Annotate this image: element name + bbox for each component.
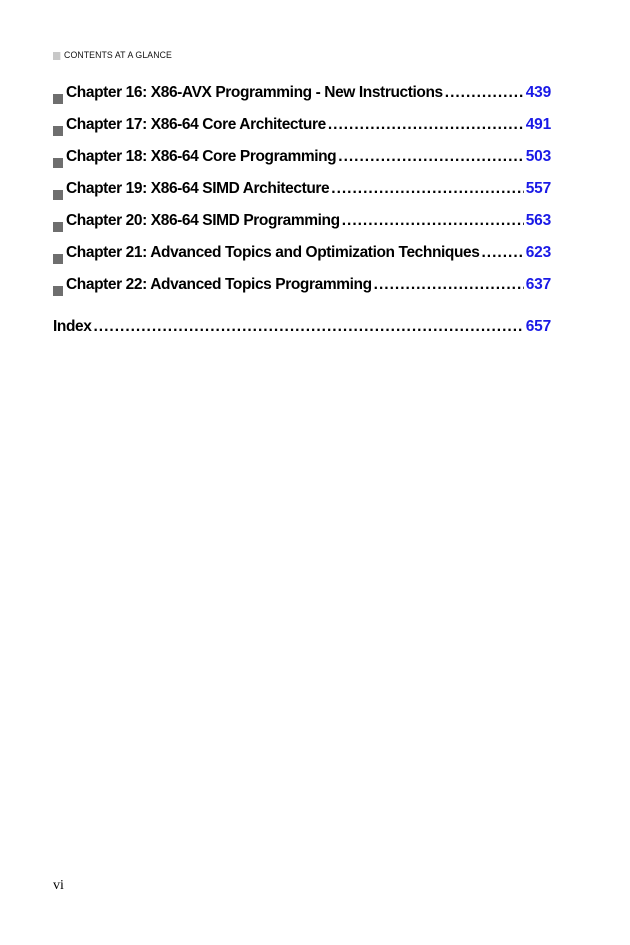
square-bullet-icon <box>53 254 63 264</box>
page-folio: vi <box>53 878 64 893</box>
toc-entry-page-link[interactable]: 491 <box>525 116 551 133</box>
toc-entry-page-link[interactable]: 563 <box>525 212 551 229</box>
dot-leader <box>342 212 524 230</box>
dot-leader <box>331 180 523 198</box>
toc-entry-title[interactable]: Chapter 20: X86-64 SIMD Programming <box>66 212 340 229</box>
running-header-title: CONTENTS AT A GLANCE <box>64 50 172 61</box>
square-bullet-icon <box>53 94 63 104</box>
toc-entry-chapter-16[interactable] <box>53 84 551 116</box>
running-header <box>53 50 172 61</box>
toc-entry-page-link[interactable]: 657 <box>525 318 551 335</box>
toc-entry-page-link[interactable]: 637 <box>525 276 551 293</box>
square-bullet-icon <box>53 158 63 168</box>
toc-entry-chapter-20[interactable] <box>53 212 551 244</box>
toc-entry-page-link[interactable]: 503 <box>525 148 551 165</box>
square-bullet-icon <box>53 190 63 200</box>
dot-leader <box>374 276 524 294</box>
square-bullet-icon <box>53 222 63 232</box>
toc-entry-title[interactable]: Chapter 22: Advanced Topics Programming <box>66 276 372 293</box>
toc-entry-index[interactable] <box>53 318 551 350</box>
square-bullet-icon <box>53 286 63 296</box>
dot-leader <box>445 84 524 102</box>
dot-leader <box>338 148 523 166</box>
toc-entry-title[interactable]: Chapter 21: Advanced Topics and Optimization Techniques <box>66 244 480 261</box>
toc-entry-page-link[interactable]: 623 <box>525 244 551 261</box>
toc-entry-title[interactable]: Chapter 18: X86-64 Core Programming <box>66 148 337 165</box>
dot-leader <box>482 244 524 262</box>
toc-entry-chapter-17[interactable] <box>53 116 551 148</box>
table-of-contents <box>53 84 551 350</box>
toc-entry-page-link[interactable]: 439 <box>525 84 551 101</box>
toc-entry-title[interactable]: Chapter 19: X86-64 SIMD Architecture <box>66 180 330 197</box>
toc-entry-chapter-18[interactable] <box>53 148 551 180</box>
square-bullet-icon <box>53 126 63 136</box>
toc-entry-page-link[interactable]: 557 <box>525 180 551 197</box>
dot-leader <box>93 318 523 336</box>
toc-entry-title[interactable]: Index <box>53 318 92 335</box>
dot-leader <box>328 116 524 134</box>
toc-entry-chapter-22[interactable] <box>53 276 551 308</box>
toc-entry-chapter-21[interactable] <box>53 244 551 276</box>
toc-entry-title[interactable]: Chapter 17: X86-64 Core Architecture <box>66 116 326 133</box>
header-square-icon <box>53 52 60 60</box>
toc-entry-chapter-19[interactable] <box>53 180 551 212</box>
toc-entry-title[interactable]: Chapter 16: X86-AVX Programming - New Instructions <box>66 84 443 101</box>
